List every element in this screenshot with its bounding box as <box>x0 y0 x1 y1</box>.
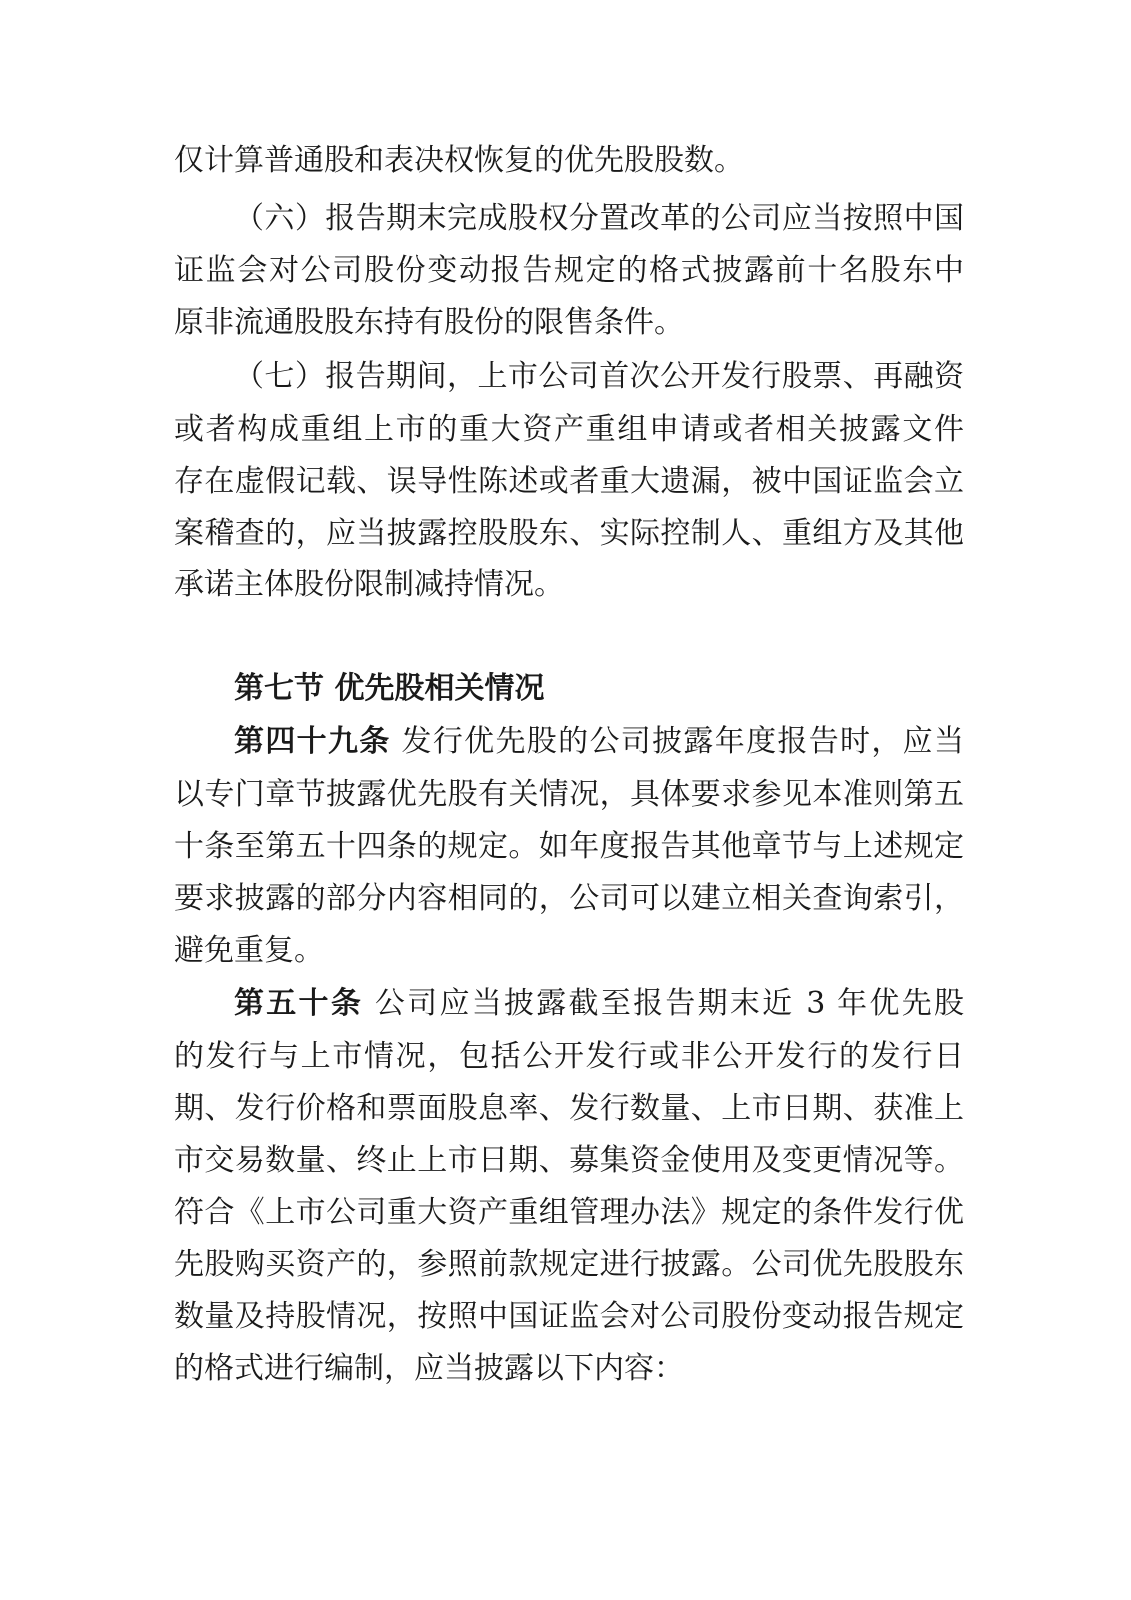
article49-first-line <box>234 722 964 762</box>
article50-line: 的格式进行编制，应当披露以下内容： <box>174 1351 684 1386</box>
item6-line: 原非流通股股东持有股份的限售条件。 <box>174 305 684 340</box>
article50-line: 期、发行价格和票面股息率、发行数量、上市日期、获准上 <box>174 1091 964 1126</box>
article49-line: 要求披露的部分内容相同的，公司可以建立相关查询索引， <box>174 881 964 916</box>
item7-line: 或者构成重组上市的重大资产重组申请或者相关披露文件 <box>174 412 964 447</box>
article50-line: 符合《上市公司重大资产重组管理办法》规定的条件发行优 <box>174 1195 964 1230</box>
item7-line: 案稽查的，应当披露控股股东、实际控制人、重组方及其他 <box>174 516 964 551</box>
article50-first-line <box>234 984 964 1024</box>
item7-line: 存在虚假记载、误导性陈述或者重大遗漏，被中国证监会立 <box>174 464 964 499</box>
article50-line: 市交易数量、终止上市日期、募集资金使用及变更情况等。 <box>174 1143 964 1178</box>
article49-text: 发行优先股的公司披露年度报告时，应当 <box>401 724 964 759</box>
paragraph-line: 仅计算普通股和表决权恢复的优先股股数。 <box>174 143 744 178</box>
item6-line: 证监会对公司股份变动报告规定的格式披露前十名股东中 <box>174 253 964 288</box>
article50-line: 数量及持股情况，按照中国证监会对公司股份变动报告规定 <box>174 1299 964 1334</box>
item6-line: （六）报告期末完成股权分置改革的公司应当按照中国 <box>234 201 964 236</box>
article49-line: 以专门章节披露优先股有关情况，具体要求参见本准则第五 <box>174 777 964 812</box>
item7-line: （七）报告期间，上市公司首次公开发行股票、再融资 <box>234 359 964 394</box>
article49-line: 十条至第五十四条的规定。如年度报告其他章节与上述规定 <box>174 829 964 864</box>
item7-line: 承诺主体股份限制减持情况。 <box>174 567 564 602</box>
article49-title: 第四十九条 <box>234 724 391 759</box>
article50-title: 第五十条 <box>234 986 364 1021</box>
article50-text: 公司应当披露截至报告期末近 3 年优先股 <box>374 986 964 1021</box>
article50-line: 的发行与上市情况，包括公开发行或非公开发行的发行日 <box>174 1039 964 1074</box>
article50-line: 先股购买资产的，参照前款规定进行披露。公司优先股股东 <box>174 1247 964 1282</box>
article49-line: 避免重复。 <box>174 933 324 968</box>
section-heading: 第七节 优先股相关情况 <box>234 671 545 706</box>
